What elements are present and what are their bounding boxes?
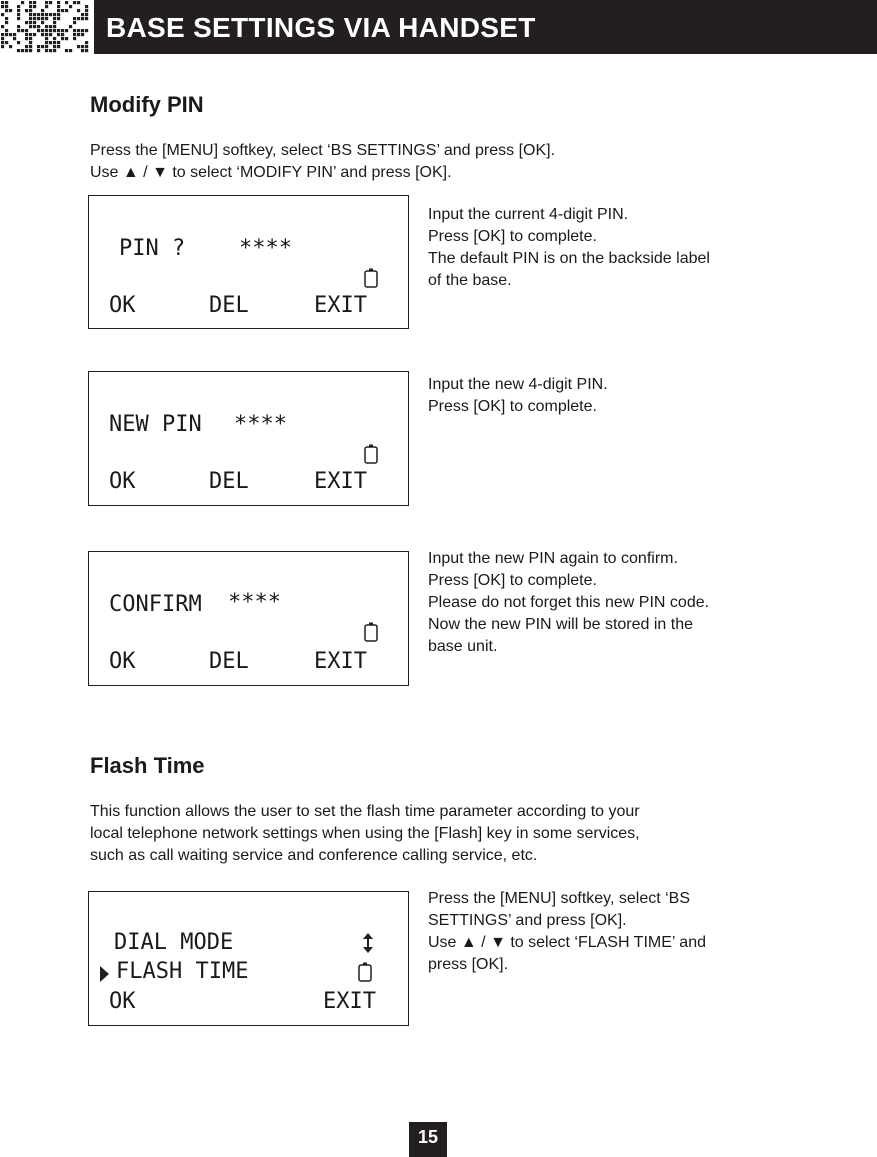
softkey-exit[interactable]: EXIT bbox=[314, 293, 367, 318]
softkey-ok[interactable]: OK bbox=[109, 469, 136, 494]
selection-triangle-icon bbox=[100, 966, 109, 987]
confirm-pin-description bbox=[428, 548, 709, 658]
softkey-del[interactable]: DEL bbox=[209, 649, 249, 674]
description-line: Please do not forget this new PIN code. bbox=[428, 594, 710, 611]
description-line: press [OK]. bbox=[428, 956, 509, 973]
lcd-prompt: CONFIRM bbox=[109, 592, 202, 617]
description-line: The default PIN is on the backside label bbox=[428, 250, 710, 267]
lcd-screen-new-pin bbox=[88, 371, 409, 506]
menu-item-flash-time[interactable]: FLASH TIME bbox=[116, 959, 249, 984]
battery-icon bbox=[364, 268, 378, 293]
decorative-pattern-icon bbox=[0, 0, 90, 54]
up-down-arrow-icon bbox=[361, 932, 375, 959]
lcd-pin-stars: **** bbox=[239, 236, 292, 261]
intro-line: Use ▲ / ▼ to select ‘MODIFY PIN’ and press [OK]. bbox=[90, 164, 452, 181]
description-line: Use ▲ / ▼ to select ‘FLASH TIME’ and bbox=[428, 934, 706, 951]
flash-time-intro bbox=[90, 801, 640, 867]
intro-line: This function allows the user to set the flash time parameter according to your bbox=[90, 803, 640, 820]
battery-icon bbox=[364, 622, 378, 647]
lcd-prompt: PIN ? bbox=[119, 236, 186, 261]
menu-item-dial-mode[interactable]: DIAL MODE bbox=[114, 930, 234, 955]
modify-pin-heading: Modify PIN bbox=[90, 92, 204, 117]
battery-icon bbox=[364, 444, 378, 469]
lcd-pin-stars: **** bbox=[228, 590, 281, 615]
current-pin-description bbox=[428, 204, 710, 292]
softkey-ok[interactable]: OK bbox=[109, 989, 136, 1014]
page-title: BASE SETTINGS VIA HANDSET bbox=[106, 12, 536, 43]
lcd-screen-current-pin bbox=[88, 195, 409, 329]
softkey-exit[interactable]: EXIT bbox=[314, 469, 367, 494]
flash-time-description bbox=[428, 888, 706, 976]
description-line: base unit. bbox=[428, 638, 498, 655]
softkey-ok[interactable]: OK bbox=[109, 293, 136, 318]
softkey-exit[interactable]: EXIT bbox=[323, 989, 376, 1014]
description-line: Press the [MENU] softkey, select ‘BS bbox=[428, 890, 691, 907]
new-pin-description bbox=[428, 374, 608, 418]
description-line: Input the current 4-digit PIN. bbox=[428, 206, 629, 223]
description-line: Press [OK] to complete. bbox=[428, 228, 597, 245]
lcd-pin-stars: **** bbox=[234, 412, 287, 437]
description-line: Now the new PIN will be stored in the bbox=[428, 616, 694, 633]
lcd-prompt: NEW PIN bbox=[109, 412, 202, 437]
header-bar bbox=[94, 0, 877, 54]
softkey-exit[interactable]: EXIT bbox=[314, 649, 367, 674]
softkey-del[interactable]: DEL bbox=[209, 293, 249, 318]
flash-time-heading: Flash Time bbox=[90, 753, 205, 778]
description-line: SETTINGS’ and press [OK]. bbox=[428, 912, 627, 929]
battery-icon bbox=[358, 962, 372, 987]
softkey-ok[interactable]: OK bbox=[109, 649, 136, 674]
modify-pin-intro bbox=[90, 140, 555, 184]
description-line: of the base. bbox=[428, 272, 512, 289]
intro-line: local telephone network settings when using the [Flash] key in some services, bbox=[90, 825, 640, 842]
intro-line: Press the [MENU] softkey, select ‘BS SETTINGS’ and press [OK]. bbox=[90, 142, 556, 159]
description-line: Input the new PIN again to confirm. bbox=[428, 550, 678, 567]
description-line: Input the new 4-digit PIN. bbox=[428, 376, 608, 393]
intro-line: such as call waiting service and conference calling service, etc. bbox=[90, 847, 538, 864]
lcd-screen-flash-time-menu bbox=[88, 891, 409, 1026]
softkey-del[interactable]: DEL bbox=[209, 469, 249, 494]
description-line: Press [OK] to complete. bbox=[428, 398, 597, 415]
page-number: 15 bbox=[409, 1122, 447, 1157]
lcd-screen-confirm-pin bbox=[88, 551, 409, 686]
description-line: Press [OK] to complete. bbox=[428, 572, 597, 589]
